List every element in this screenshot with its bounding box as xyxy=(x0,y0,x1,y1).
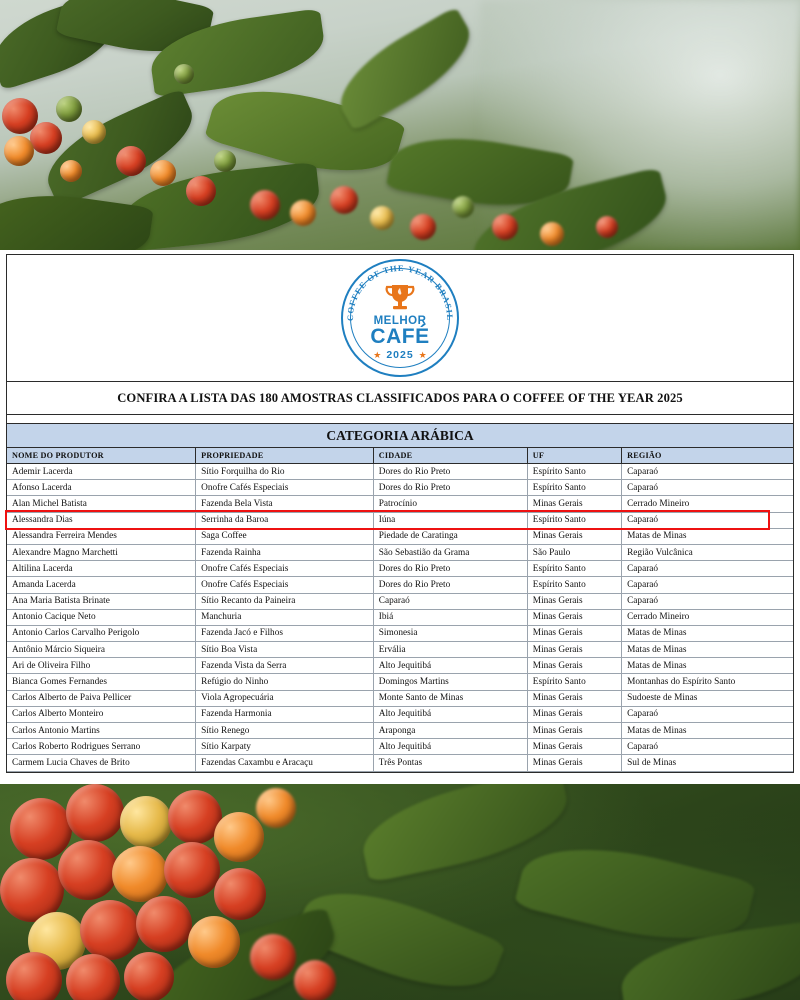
table-row xyxy=(7,496,793,512)
cell-propriedade: Fazenda Rainha xyxy=(196,544,374,560)
cell-uf: Espírito Santo xyxy=(527,674,621,690)
cell-uf: Espírito Santo xyxy=(527,464,621,480)
cell-produtor: Alexandre Magno Marchetti xyxy=(7,544,196,560)
table-row xyxy=(7,723,793,739)
table-row xyxy=(7,706,793,722)
cell-propriedade: Onofre Cafés Especiais xyxy=(196,480,374,496)
table-row xyxy=(7,739,793,755)
column-header-propriedade: PROPRIEDADE xyxy=(196,448,374,464)
cell-produtor: Ana Maria Batista Brinate xyxy=(7,593,196,609)
cell-uf: Minas Gerais xyxy=(527,642,621,658)
cell-cidade: Monte Santo de Minas xyxy=(373,690,527,706)
table-row xyxy=(7,561,793,577)
cell-regiao: Montanhas do Espírito Santo xyxy=(622,674,793,690)
cell-regiao: Caparaó xyxy=(622,593,793,609)
cell-regiao: Caparaó xyxy=(622,561,793,577)
cell-propriedade: Onofre Cafés Especiais xyxy=(196,561,374,577)
cell-propriedade: Fazenda Jacó e Filhos xyxy=(196,625,374,641)
cell-propriedade: Saga Coffee xyxy=(196,528,374,544)
cell-produtor: Afonso Lacerda xyxy=(7,480,196,496)
cell-produtor: Carmem Lucia Chaves de Brito xyxy=(7,755,196,771)
table-row xyxy=(7,528,793,544)
cell-produtor: Alessandra Ferreira Mendes xyxy=(7,528,196,544)
cell-regiao: Sul de Minas xyxy=(622,755,793,771)
cell-regiao: Matas de Minas xyxy=(622,642,793,658)
column-header-regiao: REGIÃO xyxy=(622,448,793,464)
document-frame xyxy=(6,254,794,773)
cell-cidade: Simonesia xyxy=(373,625,527,641)
cell-propriedade: Fazendas Caxambu e Aracaçu xyxy=(196,755,374,771)
cell-regiao: Região Vulcânica xyxy=(622,544,793,560)
cell-uf: Minas Gerais xyxy=(527,609,621,625)
cell-regiao: Matas de Minas xyxy=(622,723,793,739)
table-row xyxy=(7,464,793,480)
table-row xyxy=(7,512,793,528)
cell-produtor: Bianca Gomes Fernandes xyxy=(7,674,196,690)
table-body xyxy=(7,464,793,772)
cell-regiao: Sudoeste de Minas xyxy=(622,690,793,706)
table-row xyxy=(7,755,793,771)
samples-table xyxy=(7,448,793,772)
cell-uf: Minas Gerais xyxy=(527,723,621,739)
cell-produtor: Alan Michel Batista xyxy=(7,496,196,512)
cell-uf: Espírito Santo xyxy=(527,480,621,496)
star-right-icon: ★ xyxy=(418,349,427,360)
trophy-icon xyxy=(380,282,420,314)
cell-produtor: Antonio Cacique Neto xyxy=(7,609,196,625)
cell-regiao: Cerrado Mineiro xyxy=(622,496,793,512)
cell-propriedade: Refúgio do Ninho xyxy=(196,674,374,690)
logo-band xyxy=(7,255,793,382)
cell-cidade: Alto Jequitibá xyxy=(373,706,527,722)
table-row xyxy=(7,544,793,560)
table-row xyxy=(7,690,793,706)
cell-produtor: Carlos Antonio Martins xyxy=(7,723,196,739)
cell-uf: Minas Gerais xyxy=(527,690,621,706)
cell-uf: Minas Gerais xyxy=(527,528,621,544)
table-row xyxy=(7,480,793,496)
cell-cidade: Dores do Rio Preto xyxy=(373,480,527,496)
cell-uf: Espírito Santo xyxy=(527,561,621,577)
category-heading: CATEGORIA ARÁBICA xyxy=(7,424,793,448)
cell-produtor: Alessandra Dias xyxy=(7,512,196,528)
cell-produtor: Carlos Alberto de Paiva Pellicer xyxy=(7,690,196,706)
column-header-cidade: CIDADE xyxy=(373,448,527,464)
cell-regiao: Matas de Minas xyxy=(622,625,793,641)
cell-regiao: Caparaó xyxy=(622,464,793,480)
cell-propriedade: Sítio Forquilha do Rio xyxy=(196,464,374,480)
footer-photo-coffee-cherries xyxy=(0,784,800,1000)
cell-uf: Minas Gerais xyxy=(527,739,621,755)
column-header-produtor: NOME DO PRODUTOR xyxy=(7,448,196,464)
cell-cidade: Alto Jequitibá xyxy=(373,658,527,674)
cell-cidade: Piedade de Caratinga xyxy=(373,528,527,544)
classified-samples-document xyxy=(0,250,800,784)
cell-cidade: Alto Jequitibá xyxy=(373,739,527,755)
logo-brand-cafe: CAFÉ xyxy=(370,325,430,348)
cell-uf: São Paulo xyxy=(527,544,621,560)
cell-produtor: Ari de Oliveira Filho xyxy=(7,658,196,674)
cell-cidade: Patrocínio xyxy=(373,496,527,512)
cell-uf: Minas Gerais xyxy=(527,625,621,641)
cell-regiao: Caparaó xyxy=(622,480,793,496)
cell-propriedade: Fazenda Harmonia xyxy=(196,706,374,722)
cell-propriedade: Sítio Boa Vista xyxy=(196,642,374,658)
cell-produtor: Carlos Roberto Rodrigues Serrano xyxy=(7,739,196,755)
cell-regiao: Matas de Minas xyxy=(622,658,793,674)
cell-produtor: Altilina Lacerda xyxy=(7,561,196,577)
cell-regiao: Caparaó xyxy=(622,739,793,755)
logo-brand-melhor: MELHOR xyxy=(373,315,427,327)
column-header-uf: UF xyxy=(527,448,621,464)
cell-cidade: Dores do Rio Preto xyxy=(373,577,527,593)
cell-propriedade: Serrinha da Baroa xyxy=(196,512,374,528)
cell-propriedade: Sítio Renego xyxy=(196,723,374,739)
cell-cidade: Dores do Rio Preto xyxy=(373,464,527,480)
cell-cidade: São Sebastião da Grama xyxy=(373,544,527,560)
cell-regiao: Matas de Minas xyxy=(622,528,793,544)
cell-uf: Espírito Santo xyxy=(527,512,621,528)
table-row xyxy=(7,658,793,674)
table-row xyxy=(7,674,793,690)
cell-regiao: Caparaó xyxy=(622,577,793,593)
cell-produtor: Carlos Alberto Monteiro xyxy=(7,706,196,722)
cell-propriedade: Viola Agropecuária xyxy=(196,690,374,706)
cell-produtor: Antonio Carlos Carvalho Perigolo xyxy=(7,625,196,641)
table-row xyxy=(7,609,793,625)
cell-uf: Minas Gerais xyxy=(527,658,621,674)
cell-produtor: Amanda Lacerda xyxy=(7,577,196,593)
cell-produtor: Antônio Márcio Siqueira xyxy=(7,642,196,658)
cell-cidade: Domingos Martins xyxy=(373,674,527,690)
cell-propriedade: Fazenda Bela Vista xyxy=(196,496,374,512)
melhor-cafe-logo xyxy=(341,259,459,377)
cell-produtor: Ademir Lacerda xyxy=(7,464,196,480)
spacer-row xyxy=(7,415,793,424)
cell-cidade: Ibiá xyxy=(373,609,527,625)
cell-cidade: Caparaó xyxy=(373,593,527,609)
star-left-icon: ★ xyxy=(373,349,382,360)
cell-cidade: Dores do Rio Preto xyxy=(373,561,527,577)
cell-propriedade: Sítio Karpaty xyxy=(196,739,374,755)
logo-year-row xyxy=(341,349,459,361)
logo-year: 2025 xyxy=(386,349,414,361)
table-header-row xyxy=(7,448,793,464)
cell-uf: Minas Gerais xyxy=(527,593,621,609)
table-row xyxy=(7,625,793,641)
document-title: CONFIRA A LISTA DAS 180 AMOSTRAS CLASSIFICADOS PARA O COFFEE OF THE YEAR 2025 xyxy=(7,382,793,415)
cell-regiao: Caparaó xyxy=(622,512,793,528)
table-row xyxy=(7,577,793,593)
cell-cidade: Araponga xyxy=(373,723,527,739)
table-row xyxy=(7,642,793,658)
cell-propriedade: Onofre Cafés Especiais xyxy=(196,577,374,593)
header-photo-coffee-branch xyxy=(0,0,800,250)
svg-text:COFFEE OF THE YEAR BRASIL: COFFEE OF THE YEAR BRASIL xyxy=(345,263,455,322)
cell-cidade: Iúna xyxy=(373,512,527,528)
cell-regiao: Cerrado Mineiro xyxy=(622,609,793,625)
cell-propriedade: Manchuria xyxy=(196,609,374,625)
cell-regiao: Caparaó xyxy=(622,706,793,722)
cell-uf: Minas Gerais xyxy=(527,706,621,722)
cell-cidade: Três Pontas xyxy=(373,755,527,771)
cell-uf: Espírito Santo xyxy=(527,577,621,593)
cell-cidade: Ervália xyxy=(373,642,527,658)
cell-uf: Minas Gerais xyxy=(527,755,621,771)
table-row xyxy=(7,593,793,609)
cell-propriedade: Sítio Recanto da Paineira xyxy=(196,593,374,609)
cell-propriedade: Fazenda Vista da Serra xyxy=(196,658,374,674)
cell-uf: Minas Gerais xyxy=(527,496,621,512)
